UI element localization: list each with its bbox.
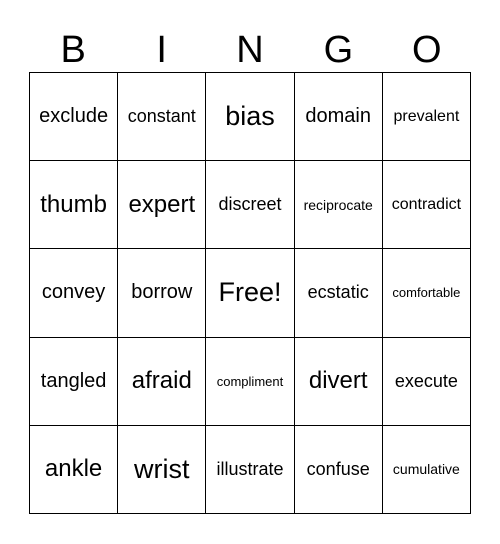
- bingo-cell[interactable]: borrow: [118, 249, 206, 337]
- bingo-cell[interactable]: execute: [383, 338, 471, 426]
- bingo-cell[interactable]: discreet: [206, 161, 294, 249]
- header-letter-i: I: [156, 29, 167, 71]
- bingo-cell[interactable]: bias: [206, 73, 294, 161]
- bingo-cell[interactable]: illustrate: [206, 426, 294, 514]
- header-letter-n: N: [236, 29, 264, 71]
- bingo-cell[interactable]: domain: [295, 73, 383, 161]
- bingo-cell[interactable]: exclude: [30, 73, 118, 161]
- bingo-cell[interactable]: prevalent: [383, 73, 471, 161]
- bingo-cell[interactable]: convey: [30, 249, 118, 337]
- bingo-cell[interactable]: divert: [295, 338, 383, 426]
- bingo-cell[interactable]: comfortable: [383, 249, 471, 337]
- header-letter-g: G: [323, 29, 354, 71]
- bingo-cell[interactable]: cumulative: [383, 426, 471, 514]
- bingo-cell[interactable]: ankle: [30, 426, 118, 514]
- free-space-cell[interactable]: Free!: [206, 249, 294, 337]
- bingo-header: [29, 28, 471, 72]
- bingo-cell[interactable]: thumb: [30, 161, 118, 249]
- bingo-cell[interactable]: wrist: [118, 426, 206, 514]
- bingo-cell[interactable]: tangled: [30, 338, 118, 426]
- bingo-card-grid: [29, 72, 471, 514]
- header-letter-o: O: [412, 29, 442, 71]
- bingo-cell[interactable]: reciprocate: [295, 161, 383, 249]
- bingo-cell[interactable]: confuse: [295, 426, 383, 514]
- bingo-cell[interactable]: afraid: [118, 338, 206, 426]
- bingo-cell[interactable]: contradict: [383, 161, 471, 249]
- bingo-cell[interactable]: expert: [118, 161, 206, 249]
- header-letter-b: B: [60, 29, 86, 71]
- bingo-cell[interactable]: compliment: [206, 338, 294, 426]
- bingo-cell[interactable]: constant: [118, 73, 206, 161]
- bingo-cell[interactable]: ecstatic: [295, 249, 383, 337]
